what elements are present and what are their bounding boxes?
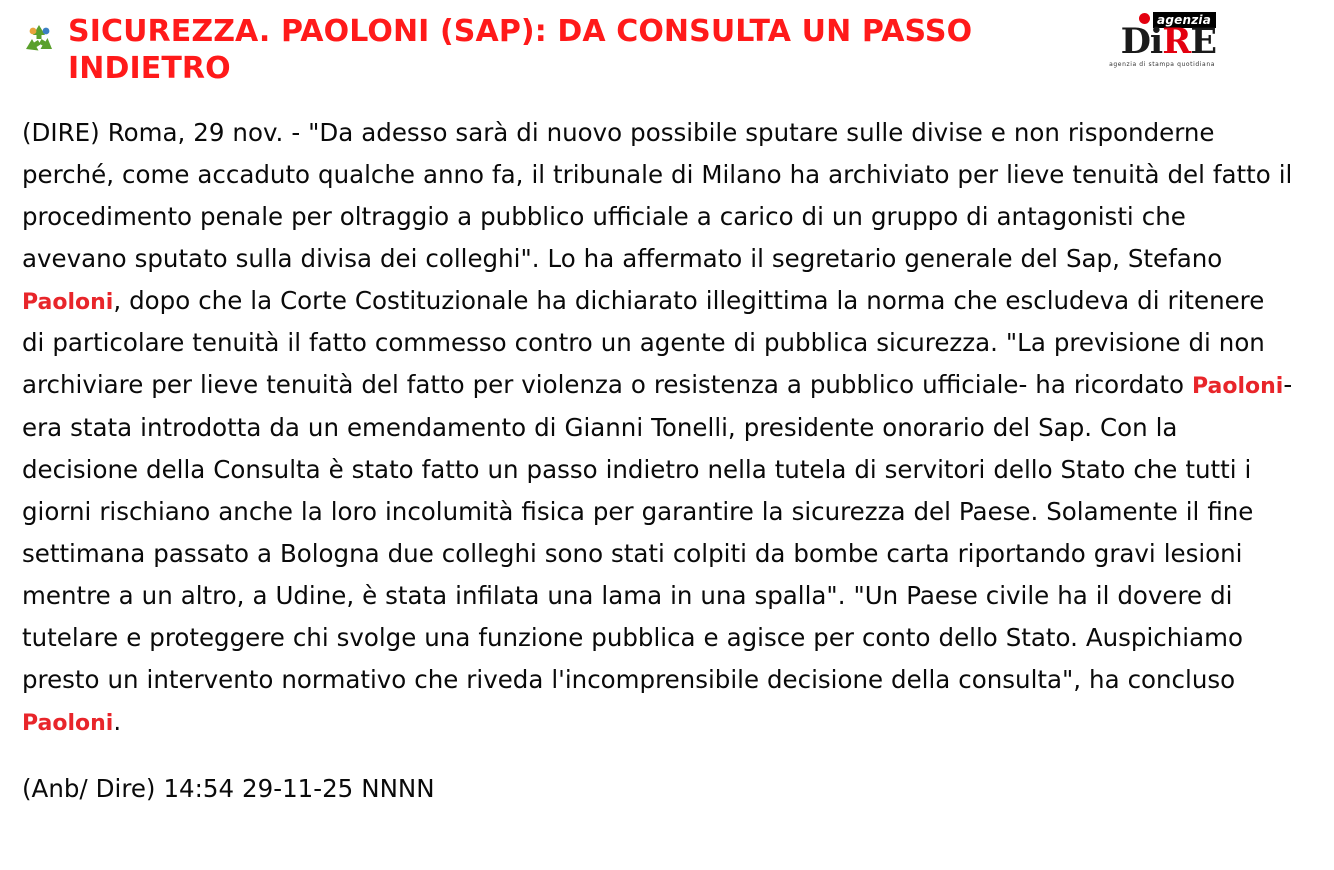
article-body [22, 112, 1294, 811]
highlighted-term: Paoloni [22, 290, 114, 316]
logo-name-part3: E [1190, 21, 1216, 62]
logo-tagline: agenzia di stampa quotidiana [1109, 61, 1215, 68]
document-header [22, 10, 1294, 87]
logo-wordmark [1120, 21, 1216, 62]
logo-name-part2: R [1162, 21, 1191, 62]
article-text-run: - era stata introdotta da un emendamento di Gianni Tonelli, presidente onorario del Sap. Con la decisione della Consulta è stato fatto un passo indietro nella tutela di servitori dello Stato che tutti i giorni rischiano anche la loro incolumità fisica per garantire la sicurezza del Paese. Solamente il fine settimana passato a Bologna due colleghi sono stati colpiti da bombe carta riportando gravi lesioni mentre a un altro, a Udine, è stata infilata una lama in una spalla". "Un Paese civile ha il dovere di tutelare e proteggere chi svolge una funzione pubblica e agisce per conto dello Stato. Auspichiamo presto un intervento normativo che riveda l'incomprensibile decisione della consulta", ha concluso [22, 370, 1293, 695]
article-paragraph [22, 112, 1294, 744]
highlighted-term: Paoloni [1191, 374, 1284, 400]
article-text-run: , dopo che la Corte Costituzionale ha dichiarato illegittima la norma che escludeva di ritenere di particolare tenuità il fatto commesso contro un agente di pubblica sicurezza. "La previsione di non archiviare per lieve tenuità del fatto per violenza o resistenza a pubblico ufficiale- ha ricordato [22, 286, 1265, 400]
logo-name-part1: Di [1120, 21, 1163, 62]
recycle-icon [22, 22, 56, 56]
article-text-run: (DIRE) Roma, 29 nov. - "Da adesso sarà di nuovo possibile sputare sulle divise e non risponderne perché, come accaduto qualche anno fa, il tribunale di Milano ha archiviato per lieve tenuità del fatto il procedimento penale per oltraggio a pubblico ufficiale a carico di un gruppo di antagonisti che avevano sputato sulla divisa dei colleghi". Lo ha affermato il segretario generale del Sap, Stefano [22, 117, 1293, 274]
highlighted-term: Paoloni [22, 711, 114, 737]
article-text-run: . [113, 707, 122, 737]
page-title: SICUREZZA. PAOLONI (SAP): DA CONSULTA UN PASSO INDIETRO [68, 14, 973, 86]
dire-logo [1090, 12, 1216, 70]
logo-agenzia-label: agenzia [1153, 12, 1216, 28]
article-footer: (Anb/ Dire) 14:54 29-11-25 NNNN [22, 774, 435, 804]
